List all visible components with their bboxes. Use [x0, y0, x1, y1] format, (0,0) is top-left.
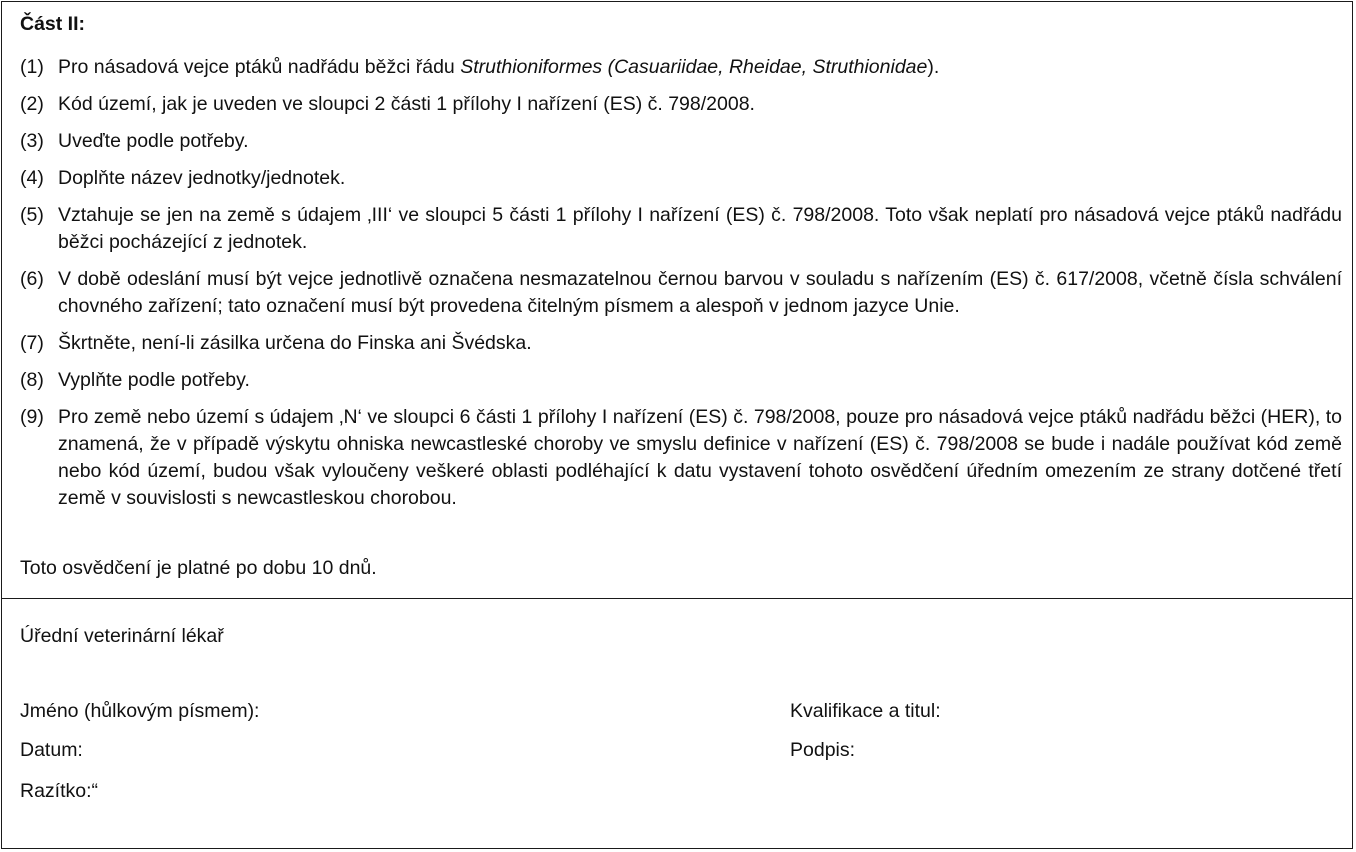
stamp-label: Razítko:“	[20, 780, 99, 802]
note-text: Vztahuje se jen na země s údajem ‚III‘ ve sloupci 5 části 1 přílohy I nařízení (ES) č. 798/2008. Toto však neplatí pro násadová vejce ptáků nadřádu běžci pocházející z jednotek.	[58, 204, 1342, 253]
note-item	[20, 367, 1342, 394]
note-text: Pro země nebo území s údajem ‚N‘ ve sloupci 6 části 1 přílohy I nařízení (ES) č. 798/2008, pouze pro násadová vejce ptáků nadřádu běžci (HER), to znamená, že v případě výskytu ohniska newcastleské choroby ve smyslu definice v nařízení (ES) č. 798/2008 se bude i nadále používat kód země nebo kód území, budou však vyloučeny veškeré oblasti podléhající k datu vystavení tohoto osvědčení úředním omezením ze strany dotčené třetí země v souvislosti s newcastleskou chorobou.	[58, 406, 1342, 509]
section-divider	[2, 598, 1352, 599]
note-number: (8)	[20, 369, 44, 391]
note-number: (1)	[20, 56, 44, 78]
note-number: (6)	[20, 268, 44, 290]
note-text: Kód území, jak je uveden ve sloupci 2 části 1 přílohy I nařízení (ES) č. 798/2008.	[58, 93, 755, 115]
name-label: Jméno (hůlkovým písmem):	[20, 700, 260, 722]
notes-list	[20, 54, 1342, 522]
note-item	[20, 54, 1342, 81]
part-title: Část II:	[20, 13, 86, 35]
official-veterinarian-title: Úřední veterinární lékař	[20, 625, 224, 647]
note-text	[58, 54, 1342, 81]
validity-statement: Toto osvědčení je platné po dobu 10 dnů.	[20, 557, 377, 579]
note-item	[20, 404, 1342, 512]
note-item	[20, 91, 1342, 118]
note-number: (3)	[20, 130, 44, 152]
note-italic-text: Struthioniformes (Casuariidae, Rheidae, Struthionidae	[460, 56, 928, 78]
note-number: (9)	[20, 406, 44, 428]
note-text: Vyplňte podle potřeby.	[58, 369, 250, 391]
note-item	[20, 266, 1342, 320]
note-item	[20, 202, 1342, 256]
note-number: (5)	[20, 204, 44, 226]
note-item	[20, 330, 1342, 357]
note-item	[20, 128, 1342, 155]
note-number: (4)	[20, 167, 44, 189]
note-text: Škrtněte, není-li zásilka určena do Finska ani Švédska.	[58, 332, 532, 354]
note-number: (7)	[20, 332, 44, 354]
note-item	[20, 165, 1342, 192]
note-text-part: Pro násadová vejce ptáků nadřádu běžci řádu	[58, 56, 461, 78]
note-text-part: ).	[927, 56, 940, 78]
qualification-label: Kvalifikace a titul:	[790, 700, 941, 722]
certificate-frame	[1, 1, 1353, 849]
note-text: Doplňte název jednotky/jednotek.	[58, 167, 346, 189]
date-label: Datum:	[20, 739, 83, 761]
note-text: Uveďte podle potřeby.	[58, 130, 249, 152]
note-number: (2)	[20, 93, 44, 115]
note-text: V době odeslání musí být vejce jednotlivě označena nesmazatelnou černou barvou v souladu s nařízením (ES) č. 617/2008, včetně čísla schválení chovného zařízení; tato označení musí být provedena čitelným písmem a alespoň v jednom jazyce Unie.	[58, 268, 1342, 317]
signature-label: Podpis:	[790, 739, 856, 761]
